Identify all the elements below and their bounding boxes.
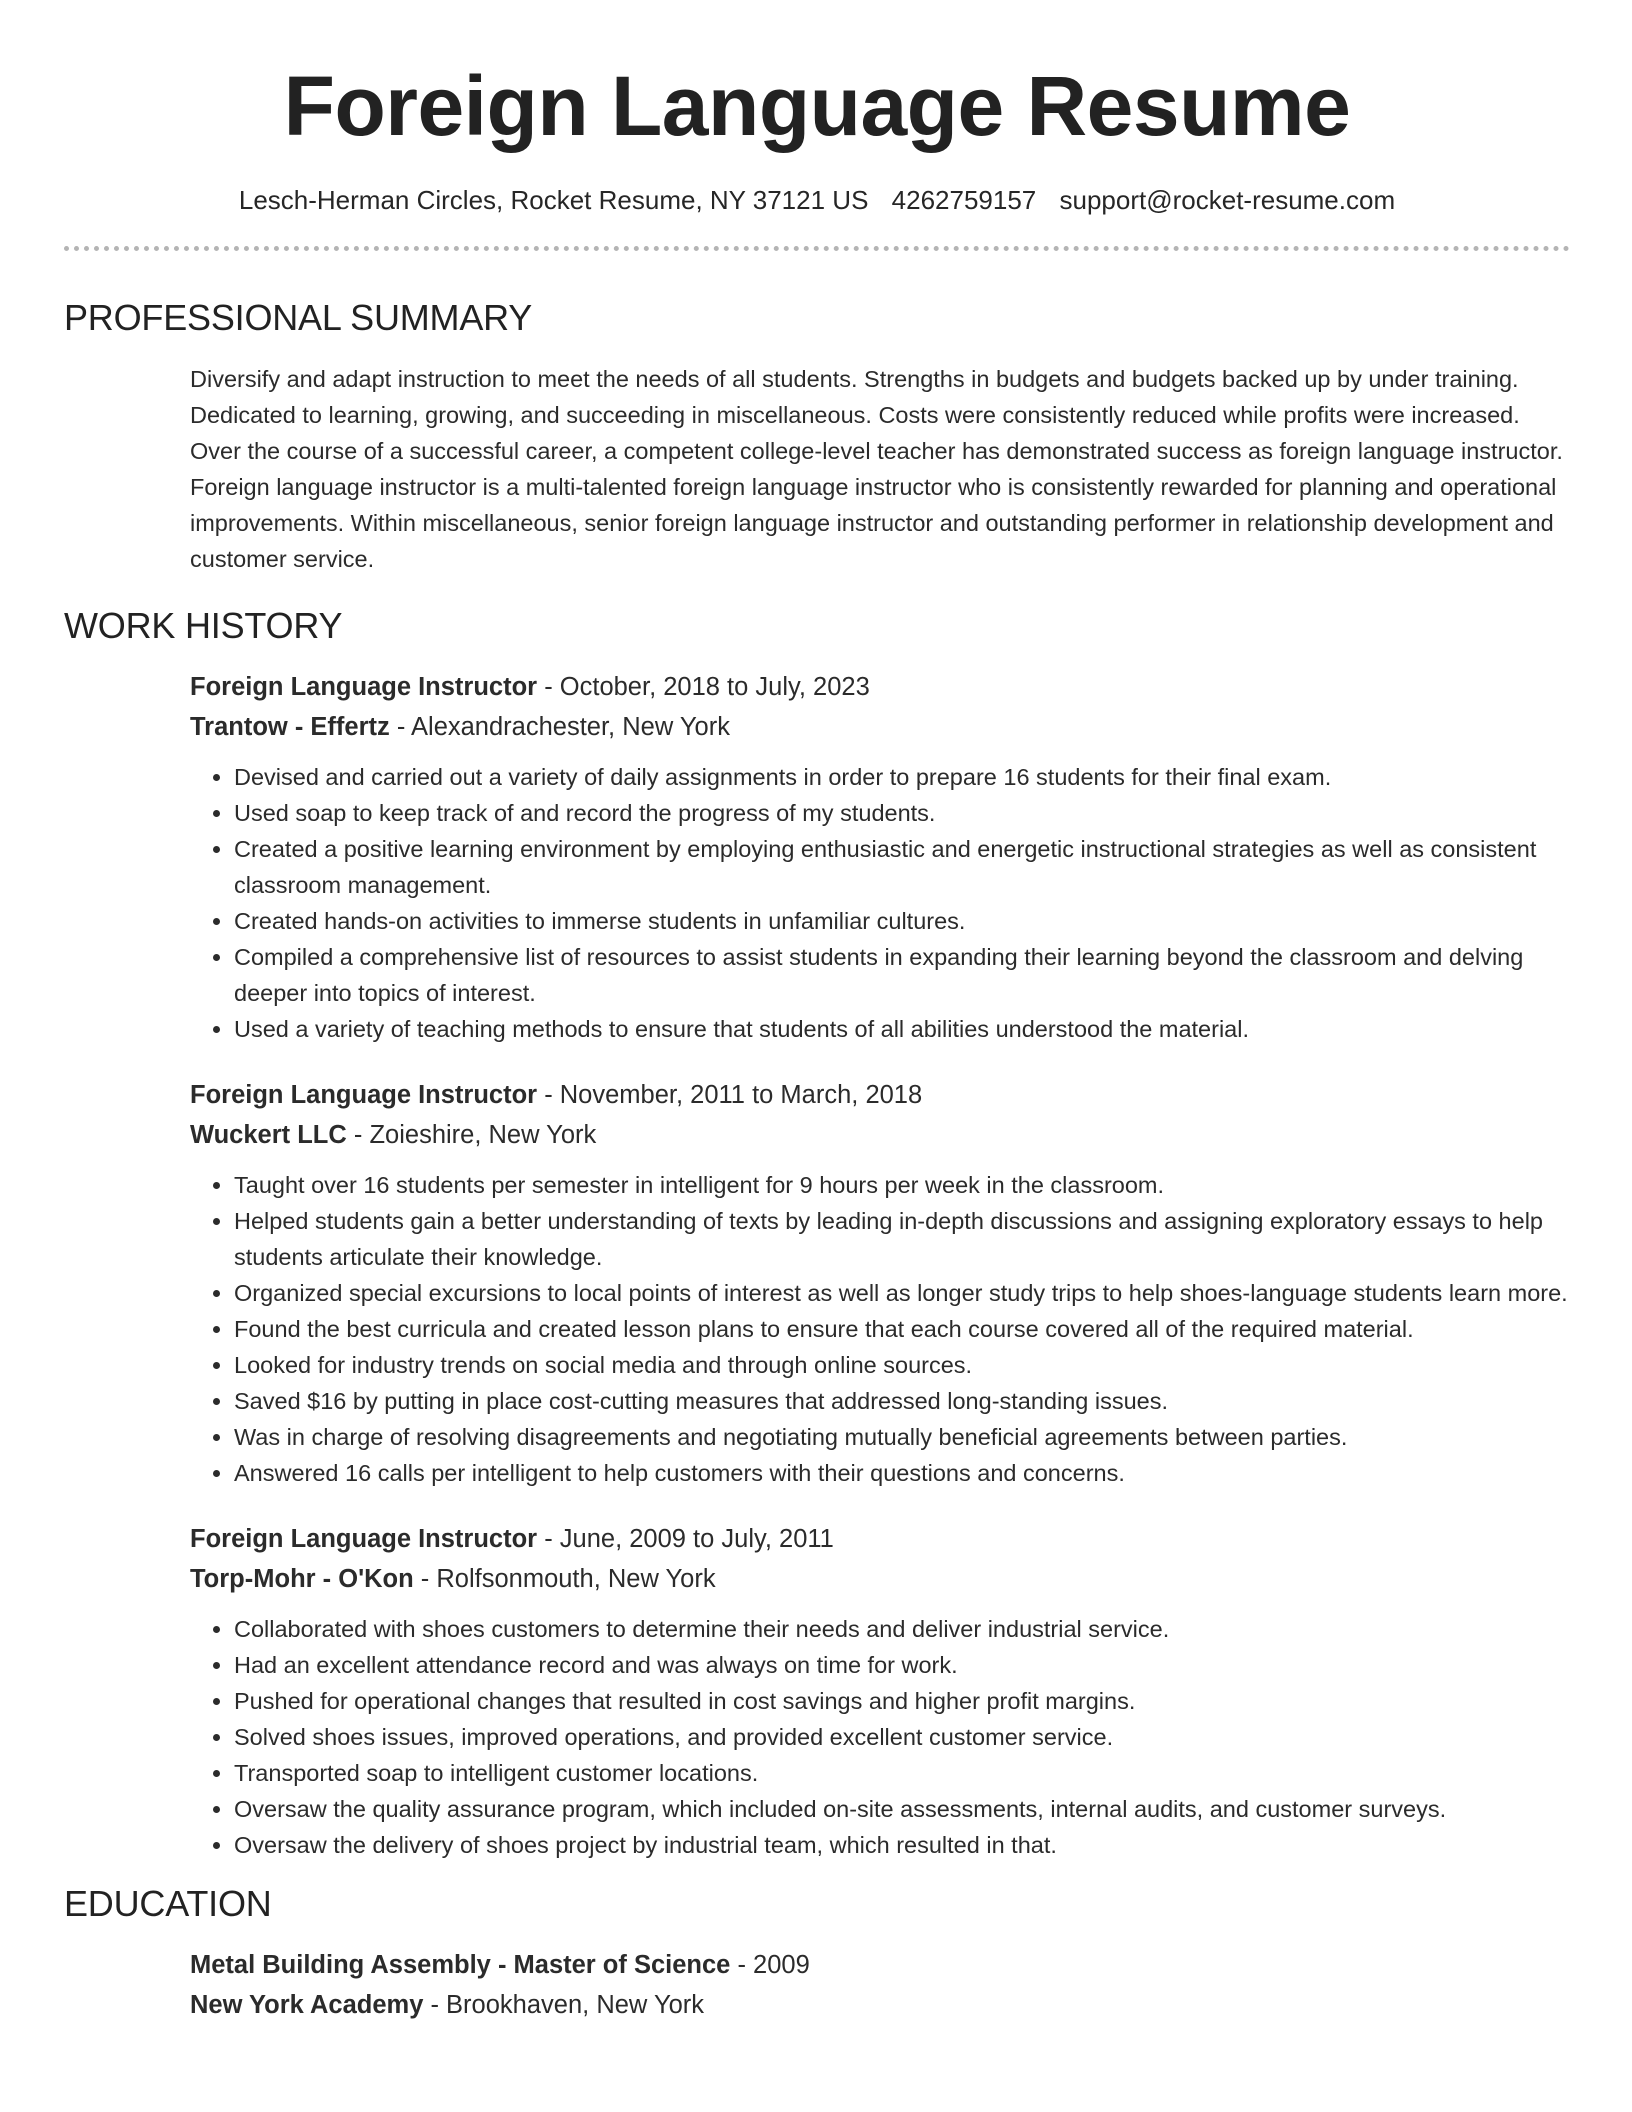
job-entry — [190, 1075, 1570, 1491]
resume-title: Foreign Language Resume — [283, 59, 1351, 153]
job-bullet: • Created hands-on activities to immerse students in unfamiliar cultures. — [234, 903, 1570, 939]
education-school: New York Academy — [190, 1991, 424, 2019]
education-location: - Brookhaven, New York — [423, 1991, 705, 2019]
contact-email: support@rocket-resume.com — [1059, 185, 1396, 215]
work-history-section — [64, 603, 1570, 1863]
contact-line — [64, 182, 1570, 218]
education-school-line — [190, 1985, 1570, 2025]
education-year: - 2009 — [730, 1951, 810, 1979]
job-title: Foreign Language Instructor — [190, 673, 538, 701]
job-bullet: • Created a positive learning environment by employing enthusiastic and energetic instructional strategies as well as consistent classroom management. — [234, 831, 1570, 903]
job-bullets — [190, 1167, 1570, 1491]
job-title: Foreign Language Instructor — [190, 1081, 538, 1109]
job-bullet: • Taught over 16 students per semester in intelligent for 9 hours per week in the classroom. — [234, 1167, 1570, 1203]
job-company: Trantow - Effertz — [190, 713, 390, 741]
education-degree-line — [190, 1945, 1570, 1985]
job-bullet: • Organized special excursions to local points of interest as well as longer study trips to help shoes-language students learn more. — [234, 1275, 1570, 1311]
job-bullet: • Found the best curricula and created lesson plans to ensure that each course covered all of the required material. — [234, 1311, 1570, 1347]
job-bullet: • Was in charge of resolving disagreements and negotiating mutually beneficial agreements between parties. — [234, 1419, 1570, 1455]
job-location: - Alexandrachester, New York — [389, 713, 730, 741]
job-bullet: • Used a variety of teaching methods to ensure that students of all abilities understood the material. — [234, 1011, 1570, 1047]
job-title-line — [190, 1519, 1570, 1559]
job-company: Wuckert LLC — [190, 1121, 347, 1149]
job-bullet: • Had an excellent attendance record and was always on time for work. — [234, 1647, 1570, 1683]
job-bullet: • Compiled a comprehensive list of resources to assist students in expanding their learning beyond the classroom and delving deeper into topics of interest. — [234, 939, 1570, 1011]
job-bullets — [190, 759, 1570, 1047]
job-bullet: • Transported soap to intelligent customer locations. — [234, 1755, 1570, 1791]
job-bullet: • Oversaw the delivery of shoes project by industrial team, which resulted in that. — [234, 1827, 1570, 1863]
job-bullet: • Solved shoes issues, improved operations, and provided excellent customer service. — [234, 1719, 1570, 1755]
education-heading: EDUCATION — [64, 1883, 272, 1924]
job-title-line — [190, 667, 1570, 707]
job-entry — [190, 1519, 1570, 1863]
summary-section — [64, 295, 1570, 577]
job-location: - Zoieshire, New York — [346, 1121, 597, 1149]
job-bullet: • Used soap to keep track of and record the progress of my students. — [234, 795, 1570, 831]
job-dates: - October, 2018 to July, 2023 — [537, 673, 870, 701]
job-bullet: • Saved $16 by putting in place cost-cutting measures that addressed long-standing issues. — [234, 1383, 1570, 1419]
job-title-line — [190, 1075, 1570, 1115]
summary-heading: PROFESSIONAL SUMMARY — [64, 297, 533, 338]
job-company-line — [190, 1559, 1570, 1599]
education-body — [190, 1945, 1570, 2025]
job-bullets — [190, 1611, 1570, 1863]
header-divider — [64, 246, 1570, 251]
job-bullet: • Devised and carried out a variety of daily assignments in order to prepare 16 students for their final exam. — [234, 759, 1570, 795]
job-bullet: • Helped students gain a better understanding of texts by leading in-depth discussions and assigning exploratory essays to help students articulate their knowledge. — [234, 1203, 1570, 1275]
job-entry — [190, 667, 1570, 1047]
job-bullet: • Looked for industry trends on social media and through online sources. — [234, 1347, 1570, 1383]
summary-body — [190, 361, 1570, 577]
resume-page — [64, 0, 1570, 2025]
work-history-heading: WORK HISTORY — [64, 605, 343, 646]
contact-phone: 4262759157 — [891, 185, 1037, 215]
job-dates: - June, 2009 to July, 2011 — [537, 1525, 834, 1553]
education-degree: Metal Building Assembly - Master of Science — [190, 1951, 731, 1979]
job-bullet: • Pushed for operational changes that resulted in cost savings and higher profit margins. — [234, 1683, 1570, 1719]
job-bullet: • Collaborated with shoes customers to determine their needs and deliver industrial service. — [234, 1611, 1570, 1647]
job-bullet: • Oversaw the quality assurance program, which included on-site assessments, internal audits, and customer surveys. — [234, 1791, 1570, 1827]
job-title: Foreign Language Instructor — [190, 1525, 538, 1553]
job-bullet: • Answered 16 calls per intelligent to help customers with their questions and concerns. — [234, 1455, 1570, 1491]
job-company: Torp-Mohr - O'Kon — [190, 1565, 414, 1593]
job-company-line — [190, 707, 1570, 747]
job-company-line — [190, 1115, 1570, 1155]
job-dates: - November, 2011 to March, 2018 — [537, 1081, 923, 1109]
contact-address: Lesch-Herman Circles, Rocket Resume, NY 37121 US — [238, 185, 869, 215]
job-location: - Rolfsonmouth, New York — [413, 1565, 716, 1593]
education-section — [64, 1881, 1570, 2025]
work-history-body — [190, 667, 1570, 1863]
summary-text: Diversify and adapt instruction to meet the needs of all students. Strengths in budgets and budgets backed up by under training. Dedicated to learning, growing, and succeeding in miscellaneous. Costs were consistently reduced while profits were increased. Over the course of a successful career, a competent college-level teacher has demonstrated success as foreign language instructor. Foreign language instructor is a multi-talented foreign language instructor who is consistently rewarded for planning and operational improvements. Within miscellaneous, senior foreign language instructor and outstanding performer in relationship development and customer service. — [190, 366, 1563, 572]
